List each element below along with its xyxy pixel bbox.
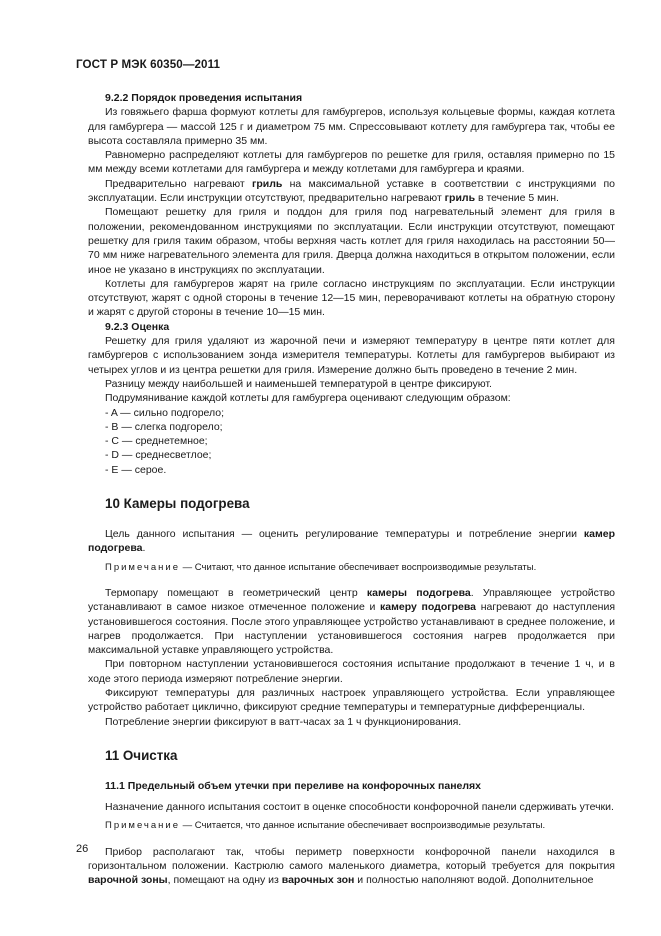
note: Примечание — Считают, что данное испытание обеспечивает воспроизводимые результаты. [105,561,537,573]
paragraph: Цель данного испытания — оценить регулирование температуры и потребление энергии камер подогрева. [88,528,615,555]
paragraph: Разницу между наибольшей и наименьшей температурой в центре фиксируют. [105,377,492,390]
paragraph: Потребление энергии фиксируют в ватт-часах за 1 ч функционирования. [105,715,462,728]
list-item: - E — серое. [105,463,167,476]
note: Примечание — Считается, что данное испытание обеспечивает воспроизводимые результаты. [105,820,546,832]
rating-list [105,406,615,477]
paragraph: Предварительно нагревают гриль на максимальной уставке в соответствии с инструкциями по эксплуатации. Если инструкции отсутствуют, предварительно нагревают гриль в течение 5 мин. [88,177,615,205]
section-9-2-3-heading: 9.2.3 Оценка [105,320,170,333]
paragraph: Назначение данного испытания состоит в оценке способности конфорочной панели сдерживать утечки. [105,801,614,814]
document-header: ГОСТ Р МЭК 60350—2011 [76,58,221,71]
page-number: 26 [76,843,89,855]
list-item: - D — среднесветлое; [105,449,212,462]
page-content [88,91,615,888]
paragraph: Фиксируют температуры для различных настроек управляющего устройства. Если управляющее устройство работает циклично, фиксируют средние температуры и температурные дифференциалы. [88,686,615,714]
list-item: - B — слегка подгорело; [105,420,223,433]
paragraph: Подрумянивание каждой котлеты для гамбургера оценивают следующим образом: [105,392,511,405]
paragraph: Равномерно распределяют котлеты для гамбургеров по решетке для гриля, оставляя примерно по 15 мм между всеми котлетами для гамбургера и между котлетами для гамбургера и краями. [88,149,615,176]
paragraph: Котлеты для гамбургеров жарят на гриле согласно инструкциям по эксплуатации. Если инструкции отсутствуют, жарят с одной стороны в течение 12—15 мин, переворачивают котлеты на обратную сторону и жарят с другой стороны в течение 10—15 мин. [88,277,615,319]
paragraph: Из говяжьего фарша формуют котлеты для гамбургеров, используя кольцевые формы, каждая котлета для гамбургера — массой 125 г и диаметром 75 мм. Спрессовывают котлету для гамбургера так, чтобы ее высота составляла примерно 35 мм. [88,106,615,147]
paragraph: Помещают решетку для гриля и поддон для гриля под нагревательный элемент для гриля в положении, рекомендованном инструкциями по эксплуатации. Если инструкции отсутствуют, помещают решетку для гриля таким образом, чтобы верхняя часть котлет для гриля находилась на расстоянии 50—70 мм ниже нагревательного элемента для гриля. Дверца должна находиться в открытом положении, если иное не указано в инструкциях по эксплуатации. [88,206,615,276]
list-item: - C — среднетемное; [105,435,208,448]
paragraph: Прибор располагают так, чтобы периметр поверхности конфорочной панели находился в горизонтальном положении. Кастрюлю самого маленького диаметра, который требуется для покрытия варочной зоны, помещают на одну из варочных зон и полностью наполняют водой. Дополнительное [88,845,615,887]
section-11-1-heading: 11.1 Предельный объем утечки при переливе на конфорочных панелях [105,779,482,792]
section-11-heading: 11 Очистка [105,747,178,763]
list-item: - A — сильно подгорело; [105,406,225,419]
paragraph: Термопару помещают в геометрический центр камеры подогрева. Управляющее устройство устанавливают в самое низкое отмеченное положение и камеру подогрева нагревают до наступления установившегося состояния. После этого управляющее устройство устанавливают в среднее положение, и нагрев продолжается. При наступлении установившегося состояния нагрев продолжается при максимальной уставке управляющего устройства. [88,586,616,657]
section-9-2-2-heading: 9.2.2 Порядок проведения испытания [105,92,303,104]
paragraph: При повторном наступлении установившегося состояния испытание продолжают в течение 1 ч, и в ходе этого периода измеряют потребление энергии. [88,658,615,685]
section-10-heading: 10 Камеры подогрева [105,496,250,512]
paragraph: Решетку для гриля удаляют из жарочной печи и измеряют температуру в центре пяти котлет для гамбургеров с использованием зонда измерителя температуры. Котлеты для гамбургеров выбирают из четырех углов и из центра решетки для гриля. Измерение должно быть проведено в течение 2 мин. [88,335,615,376]
